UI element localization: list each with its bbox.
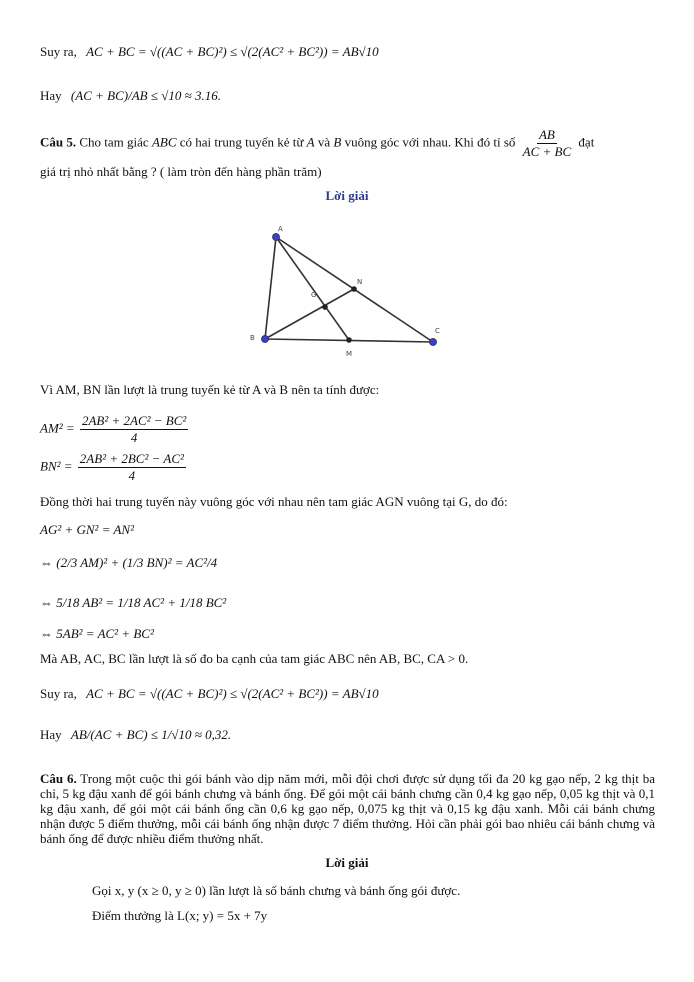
q5-line-2: giá trị nhỏ nhất bằng ? ( làm tròn đến hàng phần trăm) — [40, 164, 322, 179]
ma-text: Mà AB, AC, BC lần lượt là số đo ba cạnh của tam giác ABC nên AB, BC, CA > 0. — [40, 651, 469, 666]
q5-text-a: Cho tam giác — [79, 134, 149, 150]
label-g: G — [311, 291, 317, 299]
hay-line — [40, 727, 231, 743]
top-line-2 — [40, 88, 221, 104]
point-m — [346, 337, 352, 343]
label-c: C — [435, 327, 440, 335]
bn2-num: 2AB² + 2BC² − AC² — [79, 451, 184, 466]
q5-solution-heading: Lời giải — [325, 188, 369, 203]
hay-math: AB/(AC + BC) ≤ 1/√10 ≈ 0,32. — [70, 727, 232, 742]
triangle-figure — [240, 222, 460, 362]
point-b — [261, 335, 268, 342]
q5-text-c: vuông góc với nhau. Khi đó tỉ số — [344, 134, 516, 150]
point-n — [351, 286, 357, 292]
bn2-lhs: BN² = — [40, 458, 73, 474]
suyra-math: AC + BC = √((AC + BC)²) ≤ √(2(AC² + BC²)) = AB√10 — [86, 686, 379, 701]
am2-den: 4 — [130, 430, 138, 445]
eq4: ⇔ 5AB² = AC² + BC² — [40, 626, 154, 641]
bn2-den: 4 — [128, 468, 136, 483]
q5-a: A — [306, 134, 315, 150]
q5-ratio-fraction — [521, 128, 574, 159]
point-a — [272, 233, 279, 240]
bn2-equation — [40, 452, 188, 483]
label-b: B — [250, 334, 255, 342]
point-g — [322, 304, 328, 310]
points — [261, 233, 436, 345]
top-line-2-prefix: Hay — [40, 88, 62, 103]
q5-ratio-den: AC + BC — [522, 144, 572, 159]
q5-label: Câu 5. — [40, 134, 77, 150]
q5-text-d: đạt — [578, 134, 595, 150]
median-am — [276, 237, 349, 340]
am2-lhs: AM² = — [40, 420, 75, 436]
suyra-line — [40, 686, 379, 702]
q5-ratio-num: AB — [538, 127, 555, 142]
eq1: AG² + GN² = AN² — [40, 522, 135, 537]
dong-thoi-text: Đồng thời hai trung tuyến này vuông góc với nhau nên tam giác AGN vuông tại G, do đó: — [40, 494, 508, 509]
q6-solution-heading: Lời giải — [325, 855, 369, 870]
point-c — [429, 338, 436, 345]
side-ab — [265, 237, 276, 339]
q5-abc: ABC — [151, 134, 177, 150]
q6-goi-text: Gọi x, y (x ≥ 0, y ≥ 0) lần lượt là số bánh chưng và bánh ống gói được. — [92, 883, 461, 898]
q6-diem-text: Điểm thưởng là L(x; y) = 5x + 7y — [92, 908, 268, 923]
q5-and: và — [317, 134, 331, 150]
top-line-2-math: (AC + BC)/AB ≤ √10 ≈ 3.16. — [70, 88, 221, 103]
top-line-1-math: AC + BC = √((AC + BC)²) ≤ √(2(AC² + BC²)) = AB√10 — [86, 44, 379, 59]
label-n: N — [357, 278, 363, 286]
label-a: A — [278, 225, 283, 233]
top-line-1-prefix: Suy ra, — [40, 44, 77, 59]
median-bn — [265, 289, 354, 339]
label-m: M — [346, 350, 353, 358]
q6-label: Câu 6. — [40, 771, 77, 786]
q5-line-1 — [40, 128, 594, 159]
q5-text-b: có hai trung tuyến kẻ từ — [179, 134, 304, 150]
top-line-1 — [40, 44, 379, 60]
q6-paragraph — [40, 771, 655, 846]
q6-text: Trong một cuộc thi gói bánh vào dịp năm mới, mỗi đội chơi được sử dụng tối đa 20 kg gạo nếp, 2 kg thịt ba chỉ, 5 kg đậu xanh để gói bánh chưng và bánh ống. Để gói một cái bánh chưng cần 0,4 kg gạo nếp, 0,05 kg thịt và 0,1 kg đậu xanh, để gói một cái bánh ống cần 0,6 kg gạo nếp, 0,075 kg thịt và 0,15 kg đậu xanh. Mỗi cái bánh chưng nhận được 5 điểm thưởng, mỗi cái bánh ống nhận được 7 điểm thưởng. Hỏi cần phải gói bao nhiêu cái bánh chưng và bánh ống để được nhiều điểm thưởng nhất. — [40, 771, 655, 846]
bn2-fraction — [78, 452, 186, 483]
suyra-prefix: Suy ra, — [40, 686, 77, 701]
am2-equation — [40, 414, 190, 445]
am2-num: 2AB² + 2AC² − BC² — [81, 413, 187, 428]
q5-vi-text: Vì AM, BN lần lượt là trung tuyến kẻ từ A và B nên ta tính được: — [40, 382, 380, 397]
eq3: ⇔ 5/18 AB² = 1/18 AC² + 1/18 BC² — [40, 595, 227, 610]
eq2: ⇔ (2/3 AM)² + (1/3 BN)² = AC²/4 — [40, 555, 218, 570]
am2-fraction — [80, 414, 188, 445]
hay-prefix: Hay — [40, 727, 62, 742]
q5-b: B — [333, 134, 342, 150]
